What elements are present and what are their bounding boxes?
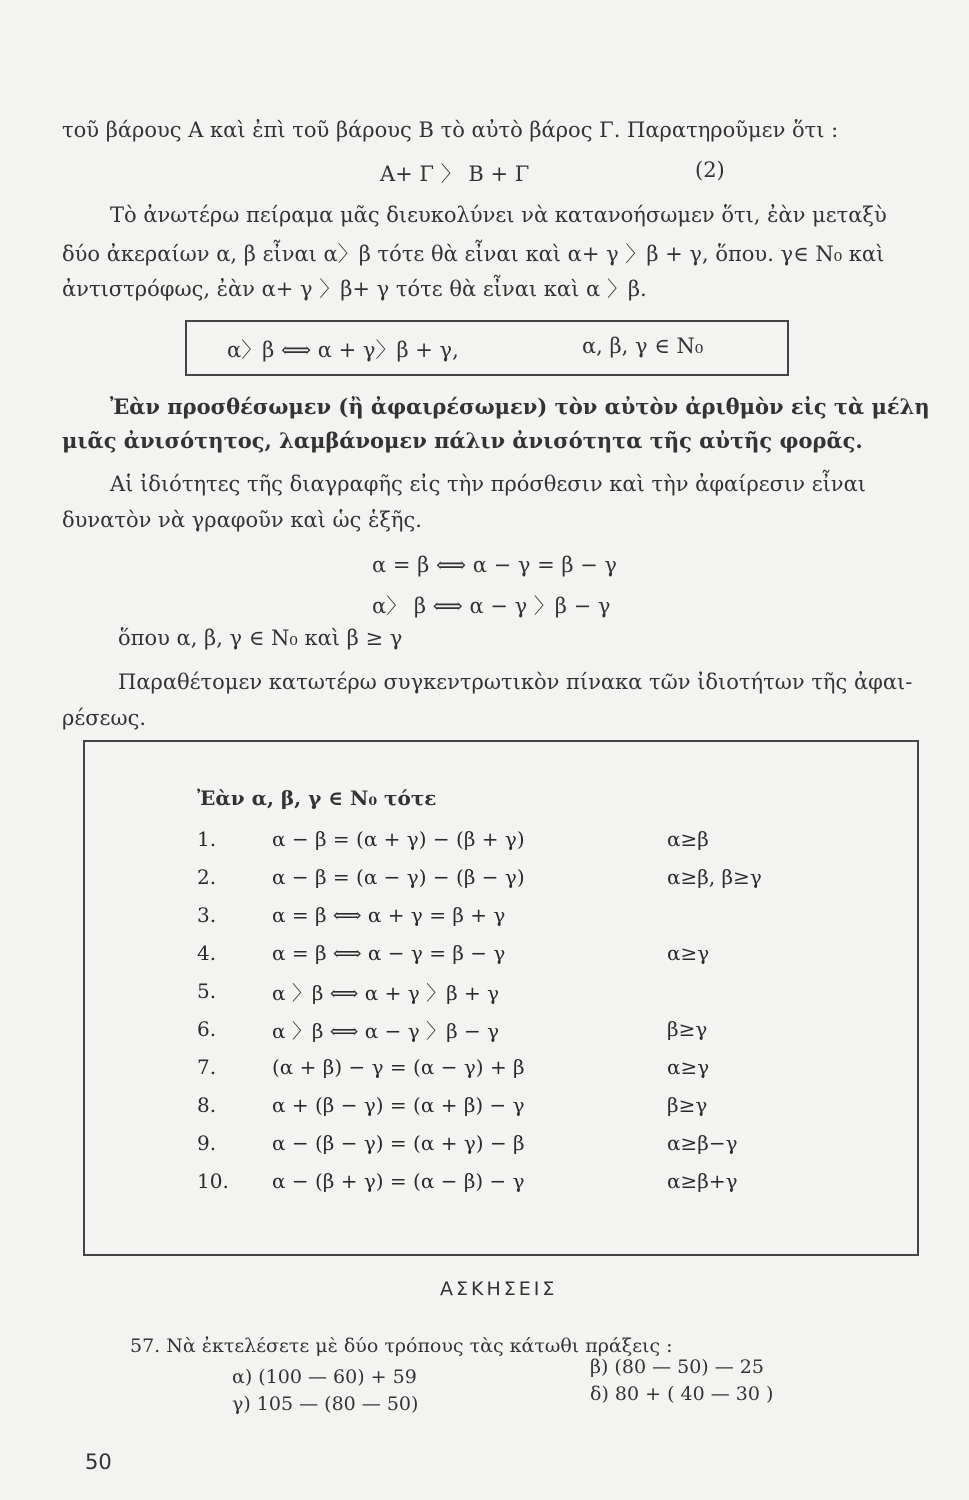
- exercise-item-a: α) (100 — 60) + 59: [232, 1366, 417, 1388]
- summary-table-header: Ἐὰν α, β, γ ∈ N₀ τότε: [197, 786, 437, 810]
- condition-line: ὅπου α, β, γ ∈ N₀ καὶ β ≥ γ: [118, 626, 403, 650]
- paragraph-line: ρέσεως.: [62, 706, 146, 730]
- exercise-item-d: δ) 80 + ( 40 — 30 ): [590, 1383, 774, 1405]
- summary-table: [197, 820, 807, 1200]
- table-row: [197, 820, 807, 858]
- table-row: [197, 1124, 807, 1162]
- exercise-57: 57. Νὰ ἐκτελέσετε μὲ δύο τρόπους τὰς κάτωθι πράξεις :: [130, 1335, 673, 1357]
- row-number: 7.: [197, 1055, 217, 1079]
- row-formula: α = β ⟺ α + γ = β + γ: [272, 903, 506, 927]
- table-row: [197, 1162, 807, 1200]
- row-condition: α≥β: [667, 827, 709, 851]
- boxed-rule-left: α〉β ⟺ α + γ〉β + γ,: [227, 338, 459, 362]
- row-formula: α − (β − γ) = (α + γ) − β: [272, 1131, 525, 1155]
- row-formula: α + (β − γ) = (α + β) − γ: [272, 1093, 525, 1117]
- row-condition: α≥β, β≥γ: [667, 865, 762, 889]
- paragraph-line: Παραθέτομεν κατωτέρω συγκεντρωτικὸν πίνακα τῶν ἰδιοτήτων τῆς ἀφαι-: [118, 670, 913, 694]
- paragraph-line: Αἱ ἰδιότητες τῆς διαγραφῆς εἰς τὴν πρόσθεσιν καὶ τὴν ἀφαίρεσιν εἶναι: [110, 472, 866, 496]
- row-condition: α≥γ: [667, 941, 710, 965]
- boxed-rule-right: α, β, γ ∈ N₀: [582, 334, 704, 358]
- exercise-item-b: β) (80 — 50) — 25: [590, 1356, 764, 1378]
- row-number: 1.: [197, 827, 217, 851]
- paragraph-line: ἀντιστρόφως, ἐὰν α+ γ 〉β+ γ τότε θὰ εἶναι καὶ α 〉β.: [62, 277, 647, 301]
- table-row: [197, 858, 807, 896]
- summary-table-box: [83, 740, 919, 1256]
- row-number: 5.: [197, 979, 217, 1003]
- page-number: 50: [85, 1450, 112, 1474]
- row-number: 8.: [197, 1093, 217, 1117]
- row-formula: (α + β) − γ = (α − γ) + β: [272, 1055, 525, 1079]
- paragraph-line: δυνατὸν νὰ γραφοῦν καὶ ὡς ἑξῆς.: [62, 508, 422, 532]
- equation-2: Α+ Γ 〉 Β + Γ: [380, 162, 530, 186]
- bold-rule-line: μιᾶς ἀνισότητος, λαμβάνομεν πάλιν ἀνισότητα τῆς αὐτῆς φορᾶς.: [62, 428, 863, 453]
- exercises-heading: ΑΣΚΗΣΕΙΣ: [440, 1278, 558, 1300]
- row-number: 9.: [197, 1131, 217, 1155]
- table-row: [197, 972, 807, 1010]
- table-row: [197, 896, 807, 934]
- bold-rule-line: Ἐὰν προσθέσωμεν (ἢ ἀφαιρέσωμεν) τὸν αὐτὸν ἀριθμὸν εἰς τὰ μέλη: [110, 394, 930, 419]
- row-condition: [667, 896, 807, 934]
- row-number: 4.: [197, 941, 217, 965]
- row-formula: α − (β + γ) = (α − β) − γ: [272, 1169, 525, 1193]
- row-number: 2.: [197, 865, 217, 889]
- table-row: [197, 1086, 807, 1124]
- exercise-item-c: γ) 105 — (80 — 50): [232, 1393, 419, 1415]
- row-condition: α≥β−γ: [667, 1131, 738, 1155]
- row-formula: α 〉β ⟺ α + γ 〉β + γ: [272, 980, 500, 1005]
- row-condition: β≥γ: [667, 1093, 708, 1117]
- row-number: 6.: [197, 1017, 217, 1041]
- row-formula: α − β = (α − γ) − (β − γ): [272, 865, 525, 889]
- boxed-rule: [185, 320, 789, 376]
- table-row: [197, 1010, 807, 1048]
- row-formula: α 〉β ⟺ α − γ 〉β − γ: [272, 1018, 500, 1043]
- row-number: 10.: [197, 1169, 229, 1193]
- row-condition: α≥β+γ: [667, 1169, 738, 1193]
- equation-label: (2): [695, 158, 725, 182]
- table-row: [197, 934, 807, 972]
- equivalence-b: α〉 β ⟺ α − γ 〉β − γ: [372, 594, 611, 618]
- row-condition: α≥γ: [667, 1055, 710, 1079]
- equivalence-a: α = β ⟺ α − γ = β − γ: [372, 553, 617, 577]
- row-formula: α = β ⟺ α − γ = β − γ: [272, 941, 506, 965]
- row-condition: β≥γ: [667, 1017, 708, 1041]
- row-number: 3.: [197, 903, 217, 927]
- row-condition: [667, 972, 807, 1010]
- paragraph-line: Τὸ ἀνωτέρω πείραμα μᾶς διευκολύνει νὰ κατανοήσωμεν ὅτι, ἐὰν μεταξὺ: [110, 203, 887, 227]
- paragraph-line: δύο ἀκεραίων α, β εἶναι α〉β τότε θὰ εἶναι καὶ α+ γ 〉β + γ, ὅπου. γ∈ N₀ καὶ: [62, 242, 885, 266]
- paragraph-line: τοῦ βάρους Α καὶ ἐπὶ τοῦ βάρους Β τὸ αὐτὸ βάρος Γ. Παρατηροῦμεν ὅτι :: [62, 118, 839, 142]
- row-formula: α − β = (α + γ) − (β + γ): [272, 827, 525, 851]
- table-row: [197, 1048, 807, 1086]
